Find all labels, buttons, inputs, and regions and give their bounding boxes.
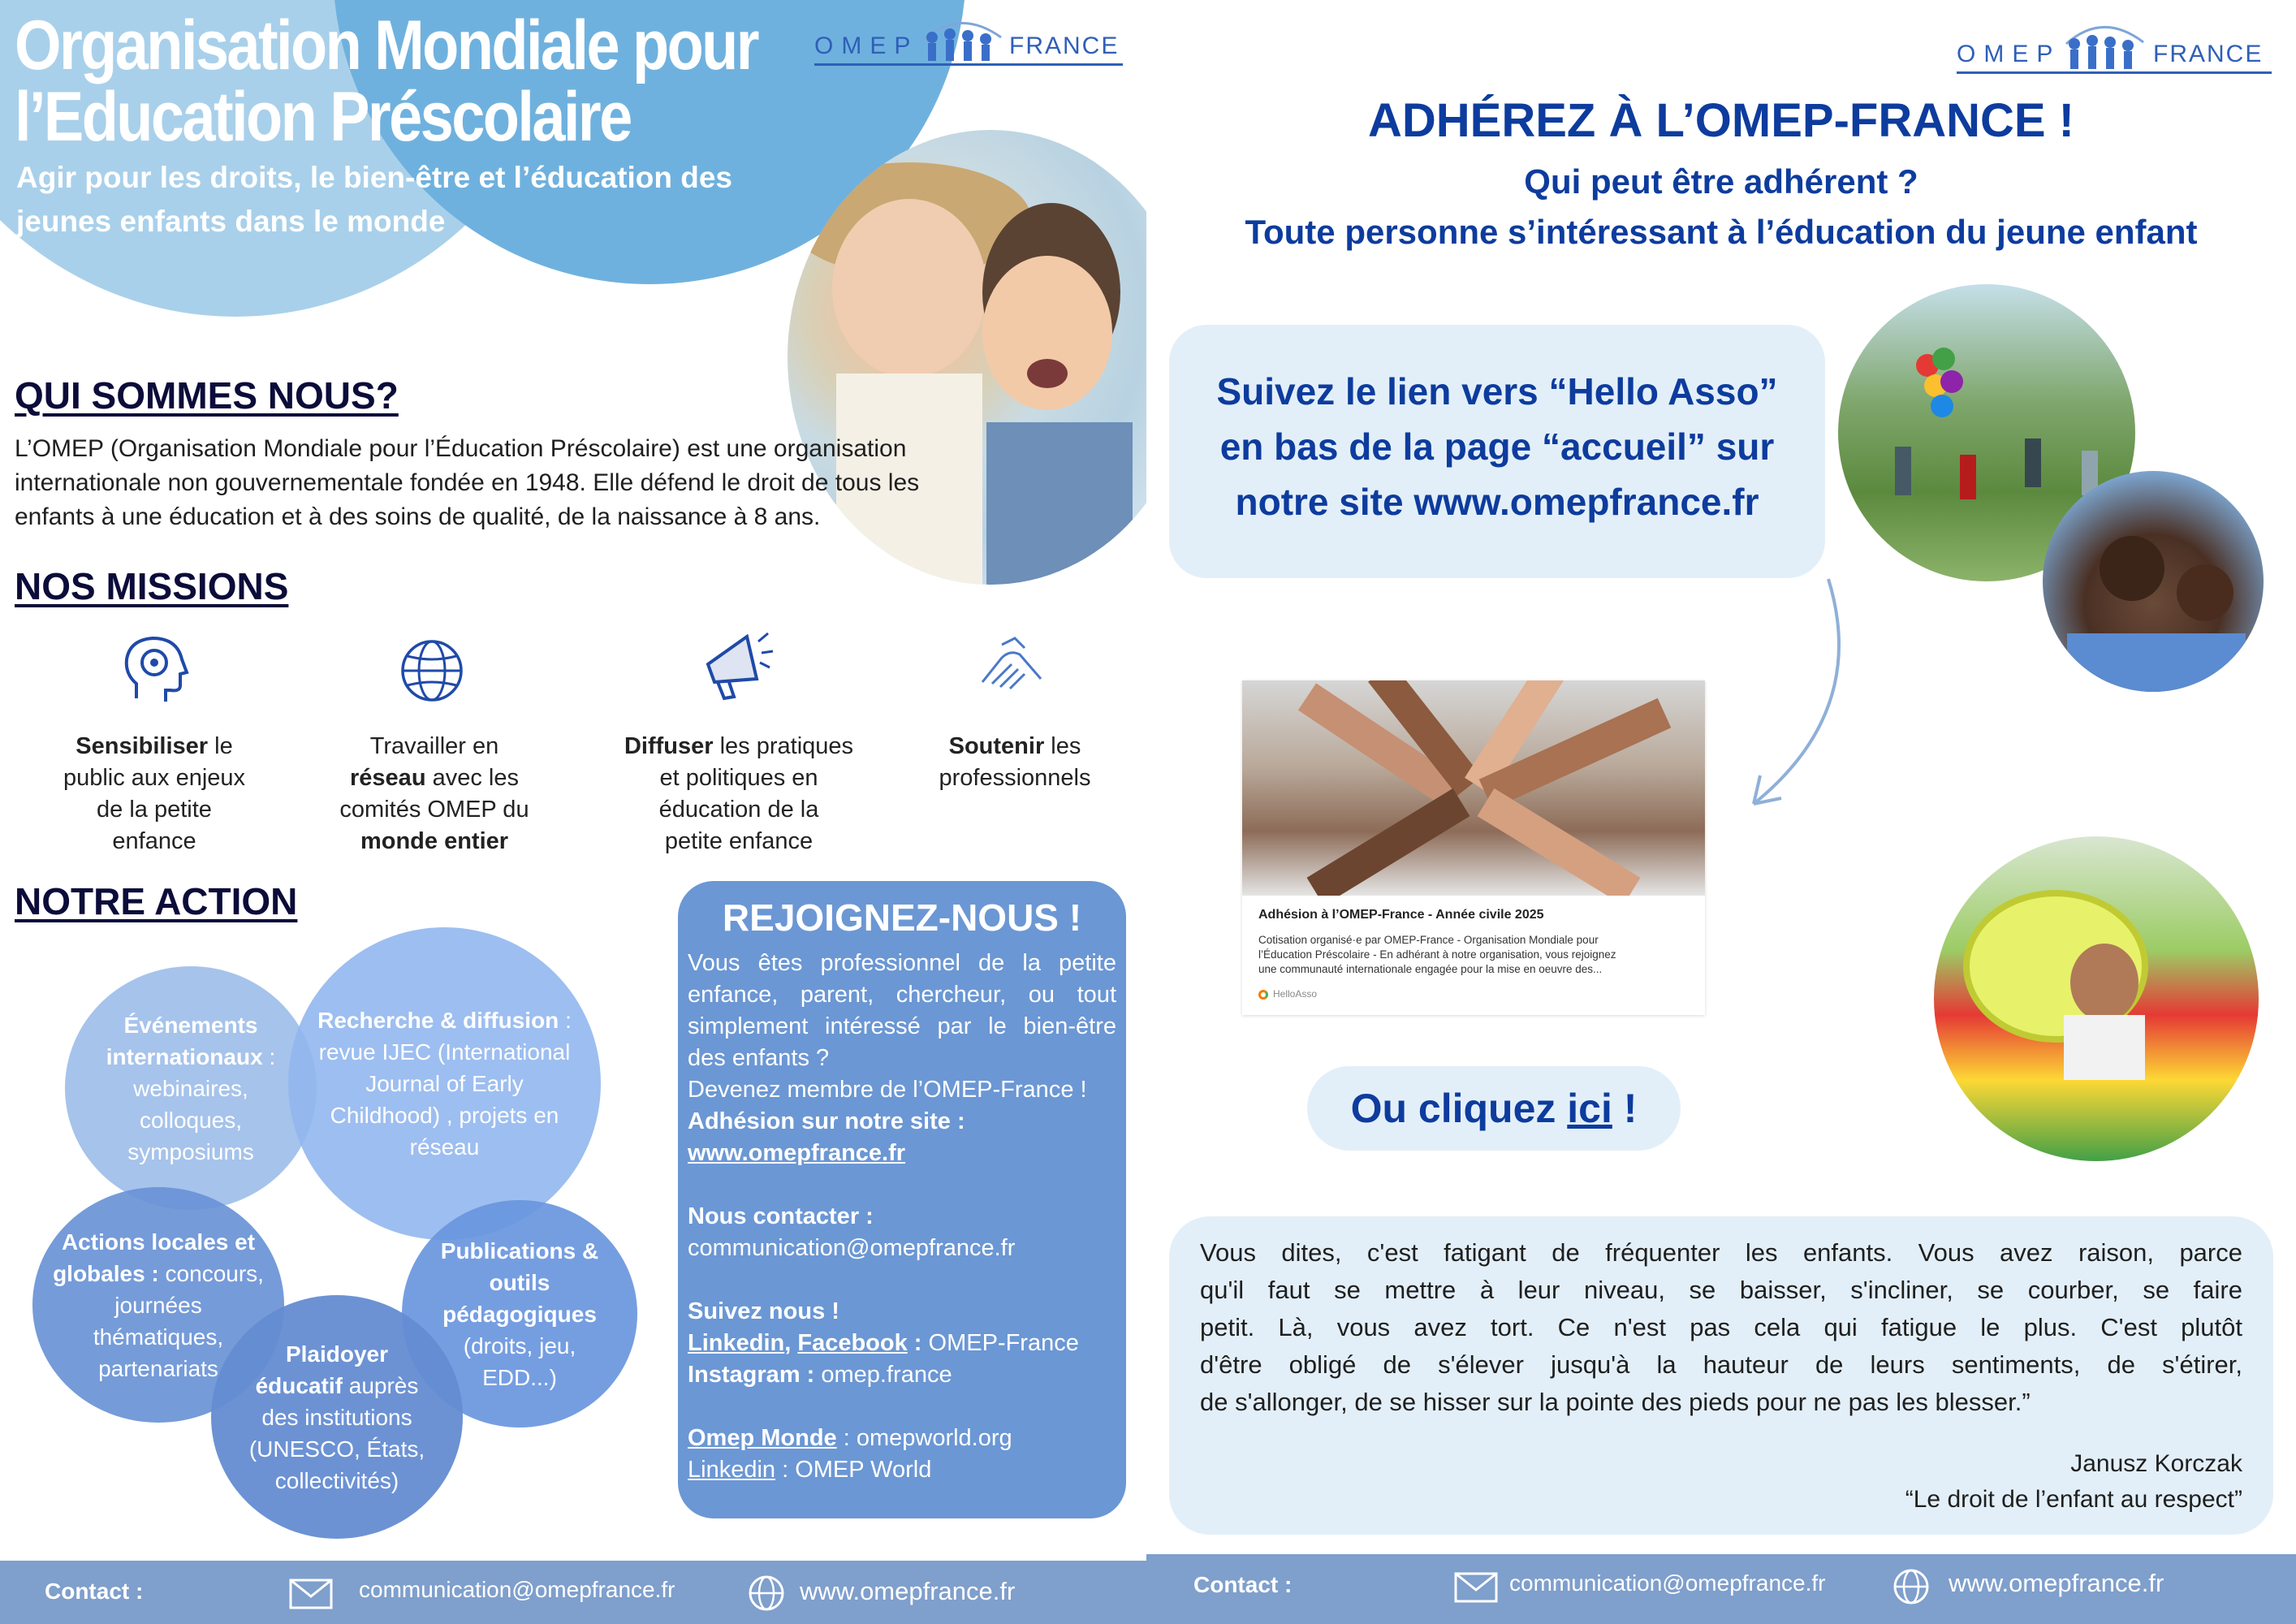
envelope-icon	[1453, 1569, 1499, 1605]
footer-site[interactable]: www.omepfrance.fr	[1949, 1569, 2164, 1597]
click-here-pill: Ou cliquez ici !	[1307, 1066, 1681, 1151]
logo-children-icon	[2058, 15, 2151, 80]
page-subtitle-line2: jeunes enfants dans le monde	[16, 205, 446, 238]
helloasso-logo-icon	[1258, 990, 1268, 1000]
omep-logo	[812, 15, 1129, 71]
page-title-line2: l’Education Préscolaire	[15, 78, 631, 156]
join-contact-label: Nous contacter :	[688, 1203, 874, 1229]
curved-arrow-icon	[1731, 572, 1861, 816]
click-here-link[interactable]: ici	[1567, 1086, 1612, 1131]
who-text-line1: L’OMEP (Organisation Mondiale pour l’Éducation Préscolaire) est une organisation	[15, 435, 907, 462]
mission-sensibiliser: Sensibiliser le public aux enjeux de la petite enfance	[63, 733, 246, 854]
right-page	[1146, 0, 2296, 1624]
instagram-label: Instagram :	[688, 1362, 815, 1388]
globe-footer-icon	[747, 1574, 786, 1613]
handshake-icon	[978, 633, 1046, 698]
logo-france-text: FRANCE	[2153, 41, 2264, 67]
join-title: REJOIGNEZ-NOUS !	[722, 896, 1082, 939]
logo-omep-text: OMEP	[814, 32, 919, 59]
footer-email[interactable]: communication@omepfrance.fr	[1509, 1570, 1826, 1596]
hands-photo	[2043, 471, 2264, 692]
join-text: Vous êtes professionnel de la petite enfance, parent, chercheur, ou tout simplement intéressé par le bien-être des enfants ? Devenez membre de l’OMEP-France ! Adhésion sur notre site : www.omepfrance.fr Nous contacter : communication@omepfrance.fr Suivez nous ! Linkedin, Facebook : OMEP-France Instagram : omep.france Omep Monde : omepworld.org Linkedin : OMEP World	[688, 950, 1116, 1483]
globe-icon	[398, 637, 466, 705]
omep-logo-right	[1954, 15, 2279, 71]
action-circle-local: Actions locales et globales : concours, journées thématiques, partenariats	[32, 1187, 284, 1423]
megaphone-icon	[700, 625, 775, 703]
join-adhesion-label: Adhésion sur notre site :	[688, 1108, 965, 1134]
action-circle-publications: Publications & outils pédagogiques (droits, jeu, EDD...)	[402, 1200, 637, 1427]
helloasso-brand: HelloAsso	[1273, 988, 1318, 1000]
envelope-icon	[288, 1575, 334, 1611]
footer-site[interactable]: www.omepfrance.fr	[800, 1577, 1016, 1605]
follow-link-box	[1169, 325, 1825, 578]
action-circle-plaidoyer: Plaidoyer éducatif auprès des institutions (UNESCO, États, collectivités)	[211, 1295, 463, 1539]
instagram-handle[interactable]: omep.france	[814, 1362, 952, 1388]
quote-author: Janusz Korczak	[2070, 1450, 2242, 1477]
brain-gear-icon	[120, 633, 192, 708]
right-footer	[1146, 1554, 2296, 1624]
action-circle-research: Recherche & diffusion : revue IJEC (International Journal of Early Childhood) , projets en réseau	[288, 927, 601, 1240]
helloasso-card-desc-line2: l’Éducation Préscolaire - En adhérant à notre organisation, vous rejoignez	[1258, 948, 1616, 961]
footer-email[interactable]: communication@omepfrance.fr	[359, 1577, 675, 1602]
who-can-join-question: Qui peut être adhérent ?	[1524, 162, 1918, 201]
who-text-line2: internationale non gouvernementale fondée en 1948. Elle défend le droit de tous les	[15, 469, 920, 496]
join-paragraph: Vous êtes professionnel de la petite enfance, parent, chercheur, ou tout simplement intéressé par le bien-être des enfants ?	[688, 950, 1116, 1071]
facebook-link[interactable]: Facebook	[797, 1330, 908, 1356]
join-box	[678, 881, 1126, 1518]
join-become-member: Devenez membre de l’OMEP-France !	[688, 1077, 1087, 1103]
globe-footer-icon	[1892, 1567, 1931, 1606]
hands-together-illustration	[1242, 680, 1705, 896]
page-subtitle-line1: Agir pour les droits, le bien-être et l’éducation des	[16, 161, 733, 194]
helloasso-card[interactable]	[1242, 680, 1705, 1015]
omep-monde-link[interactable]: Omep Monde	[688, 1425, 837, 1451]
who-can-join-answer: Toute personne s’intéressant à l’éducation du jeune enfant	[1245, 213, 2198, 251]
section-title-missions: NOS MISSIONS	[15, 565, 289, 607]
footer-contact-label: Contact :	[1193, 1572, 1293, 1597]
helloasso-card-title: Adhésion à l’OMEP-France - Année civile 2025	[1258, 908, 1544, 922]
logo-france-text: FRANCE	[1009, 32, 1120, 59]
helloasso-card-desc-line1: Cotisation organisé·e par OMEP-France - Organisation Mondiale pour	[1258, 934, 1599, 946]
join-contact-email[interactable]: communication@omepfrance.fr	[688, 1235, 1016, 1261]
logo-underline	[1957, 71, 2272, 74]
section-title-action: NOTRE ACTION	[15, 880, 298, 922]
logo-omep-text: OMEP	[1957, 41, 2061, 67]
who-text-line3: enfants à une éducation et à des soins de qualité, de la naissance à 8 ans.	[15, 503, 821, 530]
follow-text-line1: Suivez le lien vers “Hello Asso”	[1216, 370, 1778, 412]
left-page	[0, 0, 1146, 1624]
children-hands-illustration	[2043, 471, 2264, 692]
baby-illustration	[1934, 836, 2259, 1161]
left-footer	[0, 1561, 1146, 1624]
join-site-link[interactable]: www.omepfrance.fr	[688, 1140, 906, 1166]
section-title-who: QUI SOMMES NOUS?	[15, 374, 399, 417]
page-title-line1: Organisation Mondiale pour	[15, 6, 757, 84]
mission-diffuser: Diffuser les pratiques et politiques en éducation de la petite enfance	[624, 733, 854, 854]
linkedin-world-link[interactable]: Linkedin	[688, 1457, 776, 1483]
quote-text: Vous dites, c'est fatigant de fréquenter les enfants. Vous avez raison, parce qu'il faut se mettre à leur niveau, se baisser, s'incliner, se courber, se faire petit. Là, vous avez tort. Ce n'est pas cela qui fatigue le plus. C'est plutôt d'être obligé de s'élever jusqu'à la hauteur de leurs sentiments, de s'étirer, de s'allonger, de se hisser sur la pointe des pieds pour ne pas les blesser.”	[1200, 1238, 2242, 1416]
logo-underline	[814, 63, 1123, 66]
quote-box	[1169, 1216, 2273, 1535]
linkedin-link[interactable]: Linkedin	[688, 1330, 785, 1356]
footer-contact-label: Contact :	[45, 1579, 144, 1604]
mission-reseau: Travailler en réseau avec les comités OMEP du monde entier	[339, 733, 529, 854]
adherez-title: ADHÉREZ À L’OMEP-FRANCE !	[1368, 94, 2074, 147]
action-circle-events: Événements internationaux : webinaires, colloques, symposiums	[65, 966, 317, 1210]
helloasso-card-desc-line3: une communauté internationale engagée pour la mise en oeuvre des...	[1258, 963, 1603, 975]
follow-text-line2: en bas de la page “accueil” sur	[1219, 425, 1775, 468]
helloasso-card-image	[1242, 680, 1705, 896]
follow-text-line3: notre site www.omepfrance.fr	[1235, 481, 1759, 523]
baby-tunnel-photo	[1934, 836, 2259, 1161]
mission-soutenir: Soutenir les professionnels	[939, 733, 1091, 791]
join-follow-label: Suivez nous !	[688, 1298, 839, 1324]
quote-book: “Le droit de l’enfant au respect”	[1905, 1486, 2242, 1513]
